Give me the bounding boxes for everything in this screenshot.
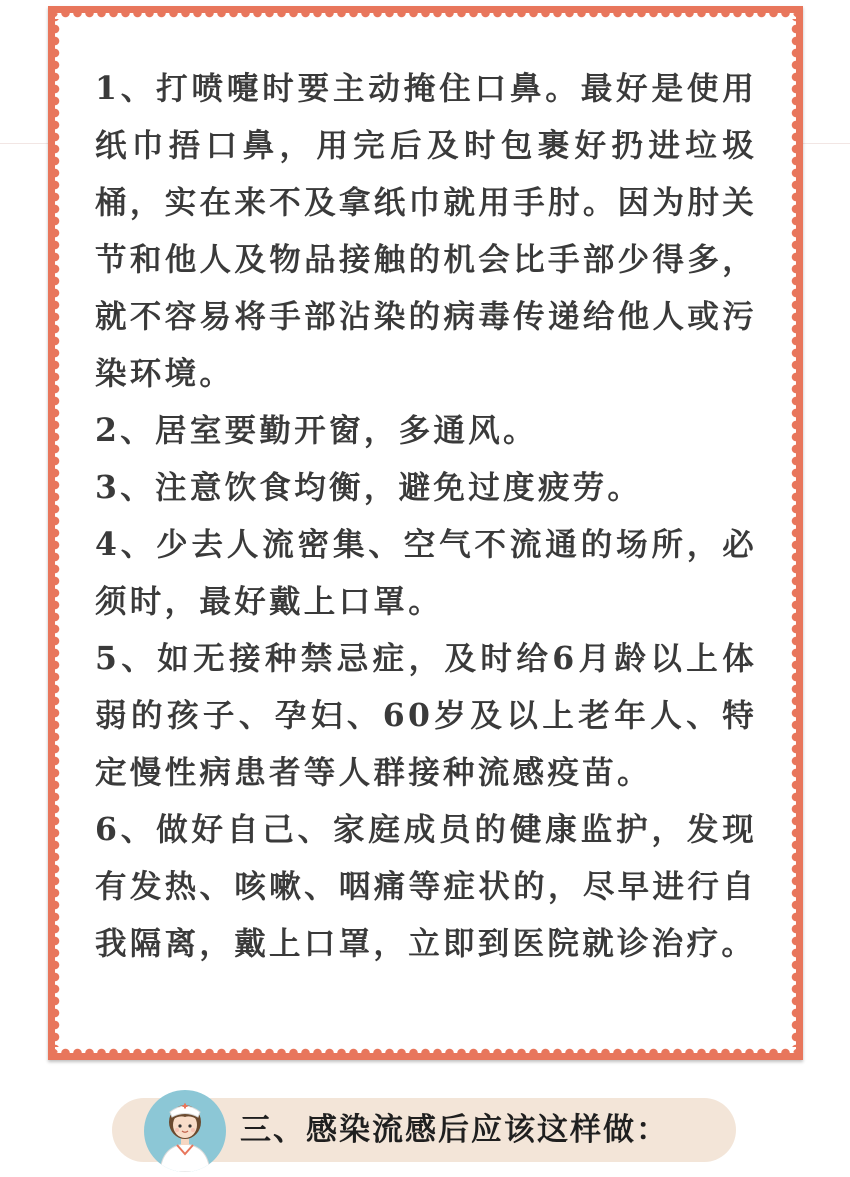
divider-right	[803, 143, 850, 144]
tips-list	[95, 60, 757, 972]
tip-item-1: 1、打喷嚏时要主动掩住口鼻。最好是使用纸巾捂口鼻，用完后及时包裹好扔进垃圾桶，实在来不及拿纸巾就用手肘。因为肘关节和他人及物品接触的机会比手部少得多，就不容易将手部沾染的病毒传递给他人或污染环境。	[95, 70, 757, 392]
nurse-icon	[144, 1090, 226, 1172]
tip-item-3: 3、注意饮食均衡，避免过度疲劳。	[95, 469, 643, 506]
tip-item-6: 6、做好自己、家庭成员的健康监护，发现有发热、咳嗽、咽痛等症状的，尽早进行自我隔离，戴上口罩，立即到医院就诊治疗。	[95, 811, 757, 962]
section-title: 三、感染流感后应该这样做：	[240, 1112, 669, 1148]
tip-item-4: 4、少去人流密集、空气不流通的场所，必须时，最好戴上口罩。	[95, 526, 757, 620]
divider-left	[0, 143, 48, 144]
tip-item-2: 2、居室要勤开窗，多通风。	[95, 412, 538, 449]
tip-item-5: 5、如无接种禁忌症，及时给6月龄以上体弱的孩子、孕妇、60岁及以上老年人、特定慢性病患者等人群接种流感疫苗。	[95, 640, 757, 791]
